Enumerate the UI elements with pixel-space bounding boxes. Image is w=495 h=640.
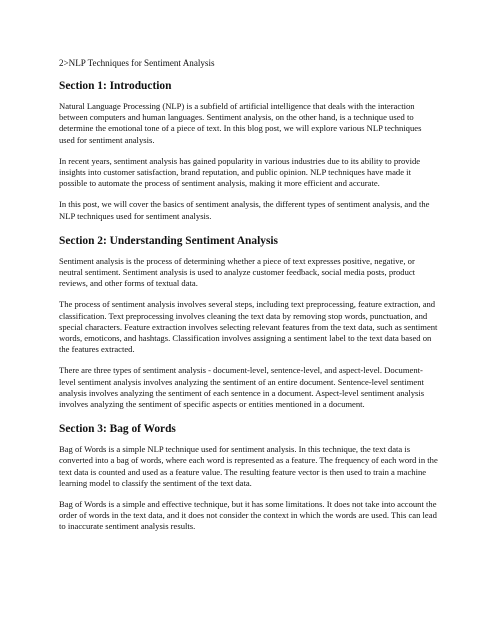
section-understanding-sentiment-analysis bbox=[59, 234, 439, 410]
document-title: 2>NLP Techniques for Sentiment Analysis bbox=[59, 58, 215, 68]
paragraph: There are three types of sentiment analysis - document-level, sentence-level, and aspect-level. Document-level sentiment analysis involves analyzing the sentiment of an entire document. Sentence-level sentiment analysis involves analyzing the sentiment of each sentence in a document. Aspect-level sentiment analysis involves analyzing the sentiment of specific aspects or entities mentioned in a document. bbox=[59, 365, 425, 410]
paragraph: Sentiment analysis is the process of determining whether a piece of text expresses positive, negative, or neutral sentiment. Sentiment analysis is used to analyze customer feedback, social media posts, product reviews, and other forms of textual data. bbox=[59, 255, 416, 289]
section-introduction bbox=[59, 79, 439, 222]
paragraph: Natural Language Processing (NLP) is a subfield of artificial intelligence that deals with the interaction between computers and human languages. Sentiment analysis, on the other hand, is a technique used to determine the emotional tone of a piece of text. In this blog post, we will explore various NLP techniques used for sentiment analysis. bbox=[59, 101, 422, 145]
paragraph: The process of sentiment analysis involves several steps, including text preprocessing, feature extraction, and classification. Text preprocessing involves cleaning the text data by removing stop words, punctuation, and special characters. Feature extraction involves selecting relevant features from the text data, such as sentiment words, emoticons, and hashtags. Classification involves assigning a sentiment label to the text data based on the features extracted. bbox=[59, 299, 438, 355]
paragraph: In recent years, sentiment analysis has gained popularity in various industries due to its ability to provide insights into customer satisfaction, brand reputation, and public opinion. NLP techniques have made it possible to automate the process of sentiment analysis, making it more efficient and accurate. bbox=[59, 155, 421, 189]
section-heading: Section 2: Understanding Sentiment Analysis bbox=[59, 234, 278, 247]
document-content bbox=[59, 58, 439, 545]
paragraph: Bag of Words is a simple and effective technique, but it has some limitations. It does not take into account the order of words in the text data, and it does not consider the context in which the words are used. This can lead to inaccurate sentiment analysis results. bbox=[59, 499, 437, 532]
section-heading: Section 1: Introduction bbox=[59, 80, 172, 92]
section-bag-of-words bbox=[59, 422, 439, 532]
section-heading: Section 3: Bag of Words bbox=[59, 423, 176, 436]
paragraph: Bag of Words is a simple NLP technique used for sentiment analysis. In this technique, the text data is converted into a bag of words, where each word is represented as a feature. The frequency of each word in the text data is counted and used as a feature value. The resulting feature vector is then used to train a machine learning model to classify the sentiment of the text data. bbox=[59, 444, 438, 488]
paragraph: In this post, we will cover the basics of sentiment analysis, the different types of sentiment analysis, and the NLP techniques used for sentiment analysis. bbox=[59, 199, 430, 221]
